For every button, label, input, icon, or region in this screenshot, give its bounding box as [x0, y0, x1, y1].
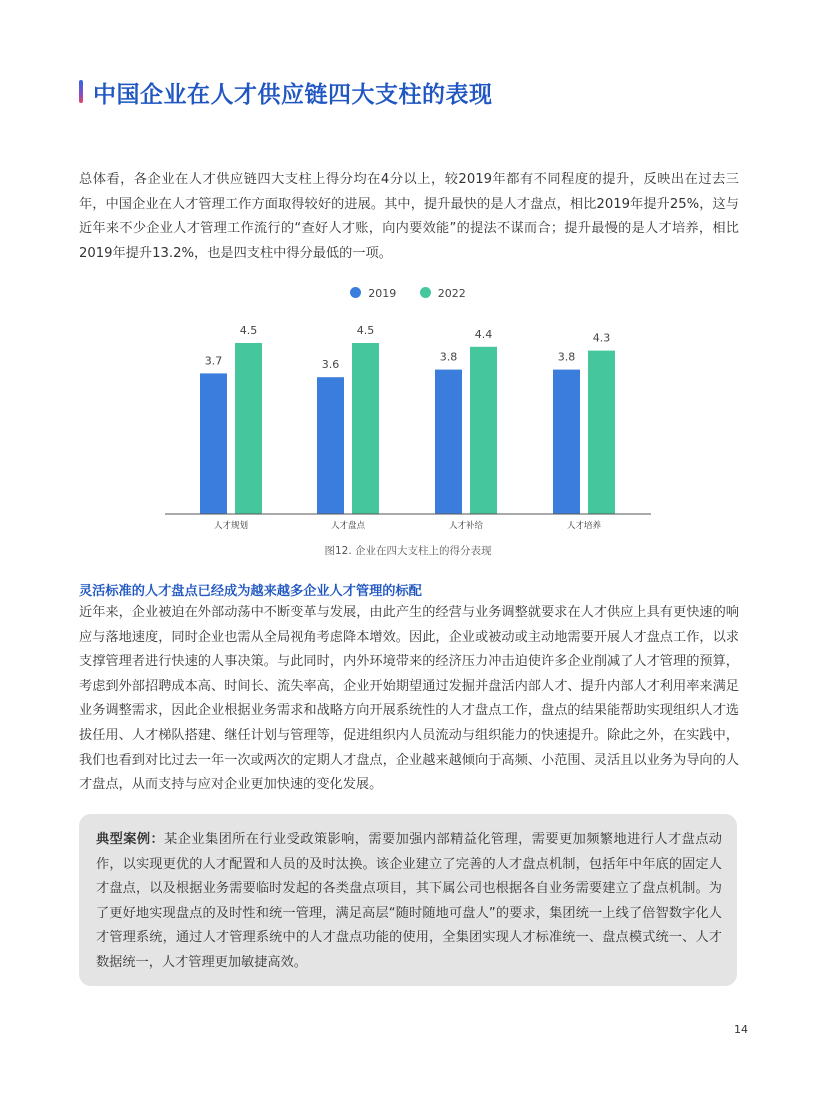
bar-2022-2	[470, 347, 497, 514]
data-label-2022-2: 4.4	[474, 327, 493, 341]
page-title: 中国企业在人才供应链四大支柱的表现	[93, 82, 493, 108]
legend-swatch-2022	[420, 287, 431, 298]
data-label-2022-1: 4.5	[356, 324, 375, 337]
bar-chart	[0, 300, 816, 540]
bar-2019-3	[553, 370, 580, 514]
legend-item-2019	[350, 287, 396, 300]
data-label-2019-0: 3.7	[204, 354, 223, 368]
data-label-2022-0: 4.5	[239, 324, 258, 337]
case-study-text	[96, 828, 722, 976]
category-label-1: 人才盘点	[330, 521, 366, 531]
section-subheading: 灵活标准的人才盘点已经成为越来越多企业人才管理的标配	[79, 584, 422, 599]
data-label-2019-2: 3.8	[439, 350, 458, 364]
bar-2019-0	[200, 373, 227, 514]
legend-swatch-2019	[350, 287, 361, 298]
legend-label-2022: 2022	[437, 287, 466, 300]
case-study-body: 某企业集团所在行业受政策影响，需要加强内部精益化管理，需要更加频繁地进行人才盘点动作，以实现更优的人才配置和人员的及时汰换。该企业建立了完善的人才盘点机制，包括年中年底的固定人才盘点，以及根据业务需要临时发起的各类盘点项目，其下属公司也根据各自业务需要建立了盘点机制。为了更好地实现盘点的及时性和统一管理，满足高层“随时随地可盘人”的要求，集团统一上线了倍智数字化人才管理系统，通过人才管理系统中的人才盘点功能的使用，全集团实现人才标准统一、盘点模式统一、人才数据统一，人才管理更加敏捷高效。	[96, 832, 722, 970]
bar-2019-1	[317, 377, 344, 514]
bar-2022-1	[352, 343, 379, 514]
bar-2019-2	[435, 370, 462, 514]
category-label-2: 人才补给	[448, 521, 484, 531]
legend-label-2019: 2019	[368, 287, 397, 300]
data-label-2019-3: 3.8	[557, 350, 576, 364]
title-accent-bar	[79, 80, 83, 103]
page-number: 14	[734, 1023, 748, 1036]
figure-caption: 图12. 企业在四大支柱上的得分表现	[324, 545, 492, 557]
category-label-0: 人才规划	[213, 521, 249, 531]
bar-2022-0	[235, 343, 262, 514]
case-study-box	[79, 814, 737, 986]
chart-legend	[0, 287, 816, 300]
bar-2022-3	[588, 351, 615, 514]
body-paragraph: 近年来，企业被迫在外部动荡中不断变革与发展，由此产生的经营与业务调整就要求在人才供应上具有更快速的响应与落地速度，同时企业也需从全局视角考虑降本增效。因此，企业或被动或主动地需要开展人才盘点工作，以求支撑管理者进行快速的人事决策。与此同时，内外环境带来的经济压力冲击迫使许多企业削减了人才管理的预算，考虑到外部招聘成本高、时间长、流失率高，企业开始期望通过发掘并盘活内部人才、提升内部人才利用率来满足业务调整需求，因此企业根据业务需求和战略方向开展系统性的人才盘点工作，盘点的结果能帮助实现组织人才选拔任用、人才梯队搭建、继任计划与管理等，促进组织内人员流动与组织能力的快速提升。除此之外，在实践中，我们也看到对比过去一年一次或两次的定期人才盘点，企业越来越倾向于高频、小范围、灵活且以业务为导向的人才盘点，从而支持与应对企业更加快速的变化发展。	[79, 605, 739, 793]
data-label-2019-1: 3.6	[321, 358, 340, 372]
data-label-2022-3: 4.3	[592, 331, 611, 345]
case-study-label: 典型案例：	[96, 832, 165, 847]
intro-paragraph: 总体看，各企业在人才供应链四大支柱上得分均在4分以上，较2019年都有不同程度的提升，反映出在过去三年，中国企业在人才管理工作方面取得较好的进展。其中，提升最快的是人才盘点，相比2019年提升25%，这与近年来不少企业人才管理工作流行的“查好人才账，向内要效能”的提法不谋而合；提升最慢的是人才培养，相比2019年提升13.2%，也是四支柱中得分最低的一项。	[79, 172, 739, 261]
category-label-3: 人才培养	[566, 521, 602, 531]
legend-item-2022	[420, 287, 466, 300]
